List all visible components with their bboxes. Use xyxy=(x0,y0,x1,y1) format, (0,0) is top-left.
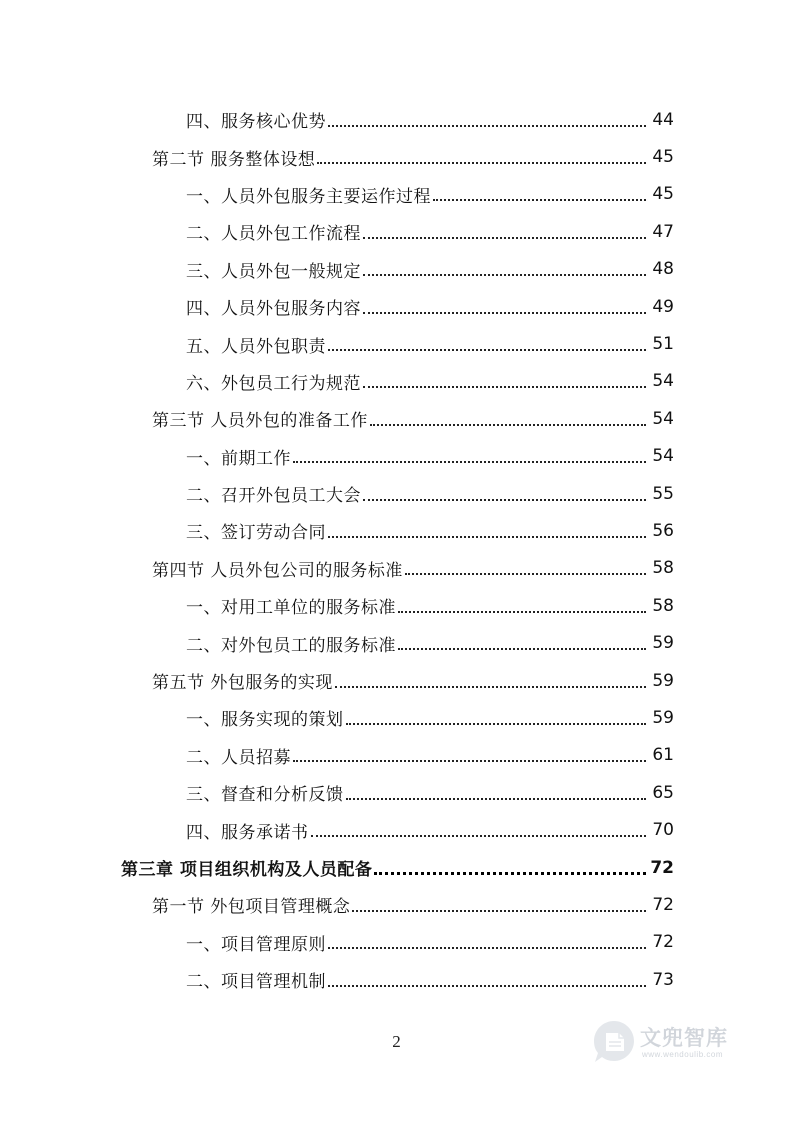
toc-entry-page-number: 44 xyxy=(652,109,674,130)
toc-entry-title: 第五节 外包服务的实现 xyxy=(152,673,333,694)
toc-dot-leader xyxy=(363,386,646,388)
toc-dot-leader xyxy=(398,648,646,650)
toc-entry-section[interactable] xyxy=(0,886,793,923)
table-of-contents xyxy=(0,101,793,998)
toc-dot-leader xyxy=(405,573,646,575)
toc-entry-page-number: 45 xyxy=(652,147,674,168)
watermark xyxy=(590,1016,760,1074)
toc-entry-title: 二、召开外包员工大会 xyxy=(186,486,361,507)
toc-entry-item[interactable] xyxy=(0,624,793,661)
toc-entry-item[interactable] xyxy=(0,325,793,362)
toc-dot-leader xyxy=(293,760,646,762)
toc-dot-leader xyxy=(370,424,646,426)
toc-entry-item[interactable] xyxy=(0,587,793,624)
toc-entry-item[interactable] xyxy=(0,438,793,475)
toc-dot-leader xyxy=(363,274,646,276)
toc-entry-page-number: 72 xyxy=(652,932,674,953)
watermark-text: 文兜智库 xyxy=(640,1026,728,1050)
toc-entry-title: 二、人员招募 xyxy=(186,747,291,768)
toc-entry-item[interactable] xyxy=(0,961,793,998)
toc-dot-leader xyxy=(328,349,646,351)
toc-dot-leader xyxy=(346,723,647,725)
toc-entry-page-number: 70 xyxy=(652,820,674,841)
toc-entry-item[interactable] xyxy=(0,251,793,288)
toc-entry-title: 一、服务实现的策划 xyxy=(186,710,344,731)
toc-dot-leader xyxy=(363,312,646,314)
toc-entry-item[interactable] xyxy=(0,475,793,512)
toc-dot-leader xyxy=(398,611,646,613)
toc-entry-page-number: 65 xyxy=(652,782,674,803)
toc-entry-section[interactable] xyxy=(0,138,793,175)
toc-entry-title: 二、人员外包工作流程 xyxy=(186,224,361,245)
toc-entry-page-number: 51 xyxy=(652,334,674,355)
toc-entry-title: 三、人员外包一般规定 xyxy=(186,261,361,282)
toc-dot-leader xyxy=(433,199,646,201)
toc-entry-title: 第四节 人员外包公司的服务标准 xyxy=(152,560,403,581)
toc-entry-section[interactable] xyxy=(0,550,793,587)
toc-entry-item[interactable] xyxy=(0,512,793,549)
toc-entry-item[interactable] xyxy=(0,699,793,736)
toc-entry-page-number: 47 xyxy=(652,221,674,242)
toc-entry-title: 三、督查和分析反馈 xyxy=(186,785,344,806)
toc-entry-title: 一、对用工单位的服务标准 xyxy=(186,598,396,619)
toc-entry-title: 四、服务核心优势 xyxy=(186,112,326,133)
toc-entry-title: 六、外包员工行为规范 xyxy=(186,373,361,394)
toc-entry-item[interactable] xyxy=(0,176,793,213)
toc-entry-page-number: 56 xyxy=(652,520,674,541)
toc-entry-page-number: 45 xyxy=(652,184,674,205)
toc-dot-leader xyxy=(363,499,646,501)
toc-entry-title: 第三节 人员外包的准备工作 xyxy=(152,411,368,432)
toc-entry-page-number: 73 xyxy=(652,969,674,990)
toc-entry-item[interactable] xyxy=(0,924,793,961)
toc-dot-leader xyxy=(346,798,647,800)
toc-entry-title: 一、项目管理原则 xyxy=(186,934,326,955)
watermark-url: www.wendoulib.com xyxy=(642,1050,723,1059)
toc-entry-title: 二、项目管理机制 xyxy=(186,972,326,993)
toc-entry-page-number: 54 xyxy=(652,371,674,392)
toc-entry-page-number: 61 xyxy=(652,745,674,766)
toc-entry-item[interactable] xyxy=(0,737,793,774)
toc-entry-page-number: 58 xyxy=(652,595,674,616)
toc-entry-page-number: 59 xyxy=(652,633,674,654)
toc-entry-title: 第三章 项目组织机构及人员配备 xyxy=(121,860,373,880)
toc-entry-section[interactable] xyxy=(0,400,793,437)
toc-entry-item[interactable] xyxy=(0,288,793,325)
toc-entry-title: 一、人员外包服务主要运作过程 xyxy=(186,186,431,207)
toc-entry-chapter[interactable] xyxy=(0,849,793,886)
toc-dot-leader xyxy=(352,910,646,912)
toc-entry-page-number: 54 xyxy=(652,446,674,467)
toc-entry-title: 五、人员外包职责 xyxy=(186,336,326,357)
toc-entry-title: 三、签订劳动合同 xyxy=(186,523,326,544)
toc-entry-page-number: 49 xyxy=(652,296,674,317)
toc-dot-leader xyxy=(374,872,646,875)
toc-dot-leader xyxy=(335,686,646,688)
toc-entry-title: 四、人员外包服务内容 xyxy=(186,299,361,320)
toc-entry-page-number: 55 xyxy=(652,483,674,504)
toc-entry-page-number: 58 xyxy=(652,558,674,579)
toc-entry-item[interactable] xyxy=(0,213,793,250)
toc-entry-page-number: 72 xyxy=(650,857,674,878)
toc-entry-page-number: 59 xyxy=(652,670,674,691)
toc-dot-leader xyxy=(328,947,646,949)
toc-entry-item[interactable] xyxy=(0,774,793,811)
toc-entry-title: 第一节 外包项目管理概念 xyxy=(152,897,351,918)
page-number: 2 xyxy=(392,1032,401,1051)
toc-dot-leader xyxy=(311,835,647,837)
toc-dot-leader xyxy=(328,536,646,538)
toc-entry-title: 一、前期工作 xyxy=(186,448,291,469)
toc-entry-page-number: 48 xyxy=(652,259,674,280)
toc-entry-item[interactable] xyxy=(0,363,793,400)
toc-dot-leader xyxy=(293,461,646,463)
toc-entry-page-number: 72 xyxy=(652,894,674,915)
toc-dot-leader xyxy=(363,237,646,239)
toc-dot-leader xyxy=(328,125,646,127)
toc-entry-page-number: 54 xyxy=(652,408,674,429)
toc-dot-leader xyxy=(317,162,646,164)
toc-entry-item[interactable] xyxy=(0,811,793,848)
doc-logo-icon xyxy=(590,1018,638,1066)
toc-entry-section[interactable] xyxy=(0,662,793,699)
toc-dot-leader xyxy=(328,985,646,987)
toc-entry-title: 二、对外包员工的服务标准 xyxy=(186,635,396,656)
toc-entry-item[interactable] xyxy=(0,101,793,138)
toc-entry-title: 四、服务承诺书 xyxy=(186,822,309,843)
toc-entry-page-number: 59 xyxy=(652,707,674,728)
toc-entry-title: 第二节 服务整体设想 xyxy=(152,149,316,170)
